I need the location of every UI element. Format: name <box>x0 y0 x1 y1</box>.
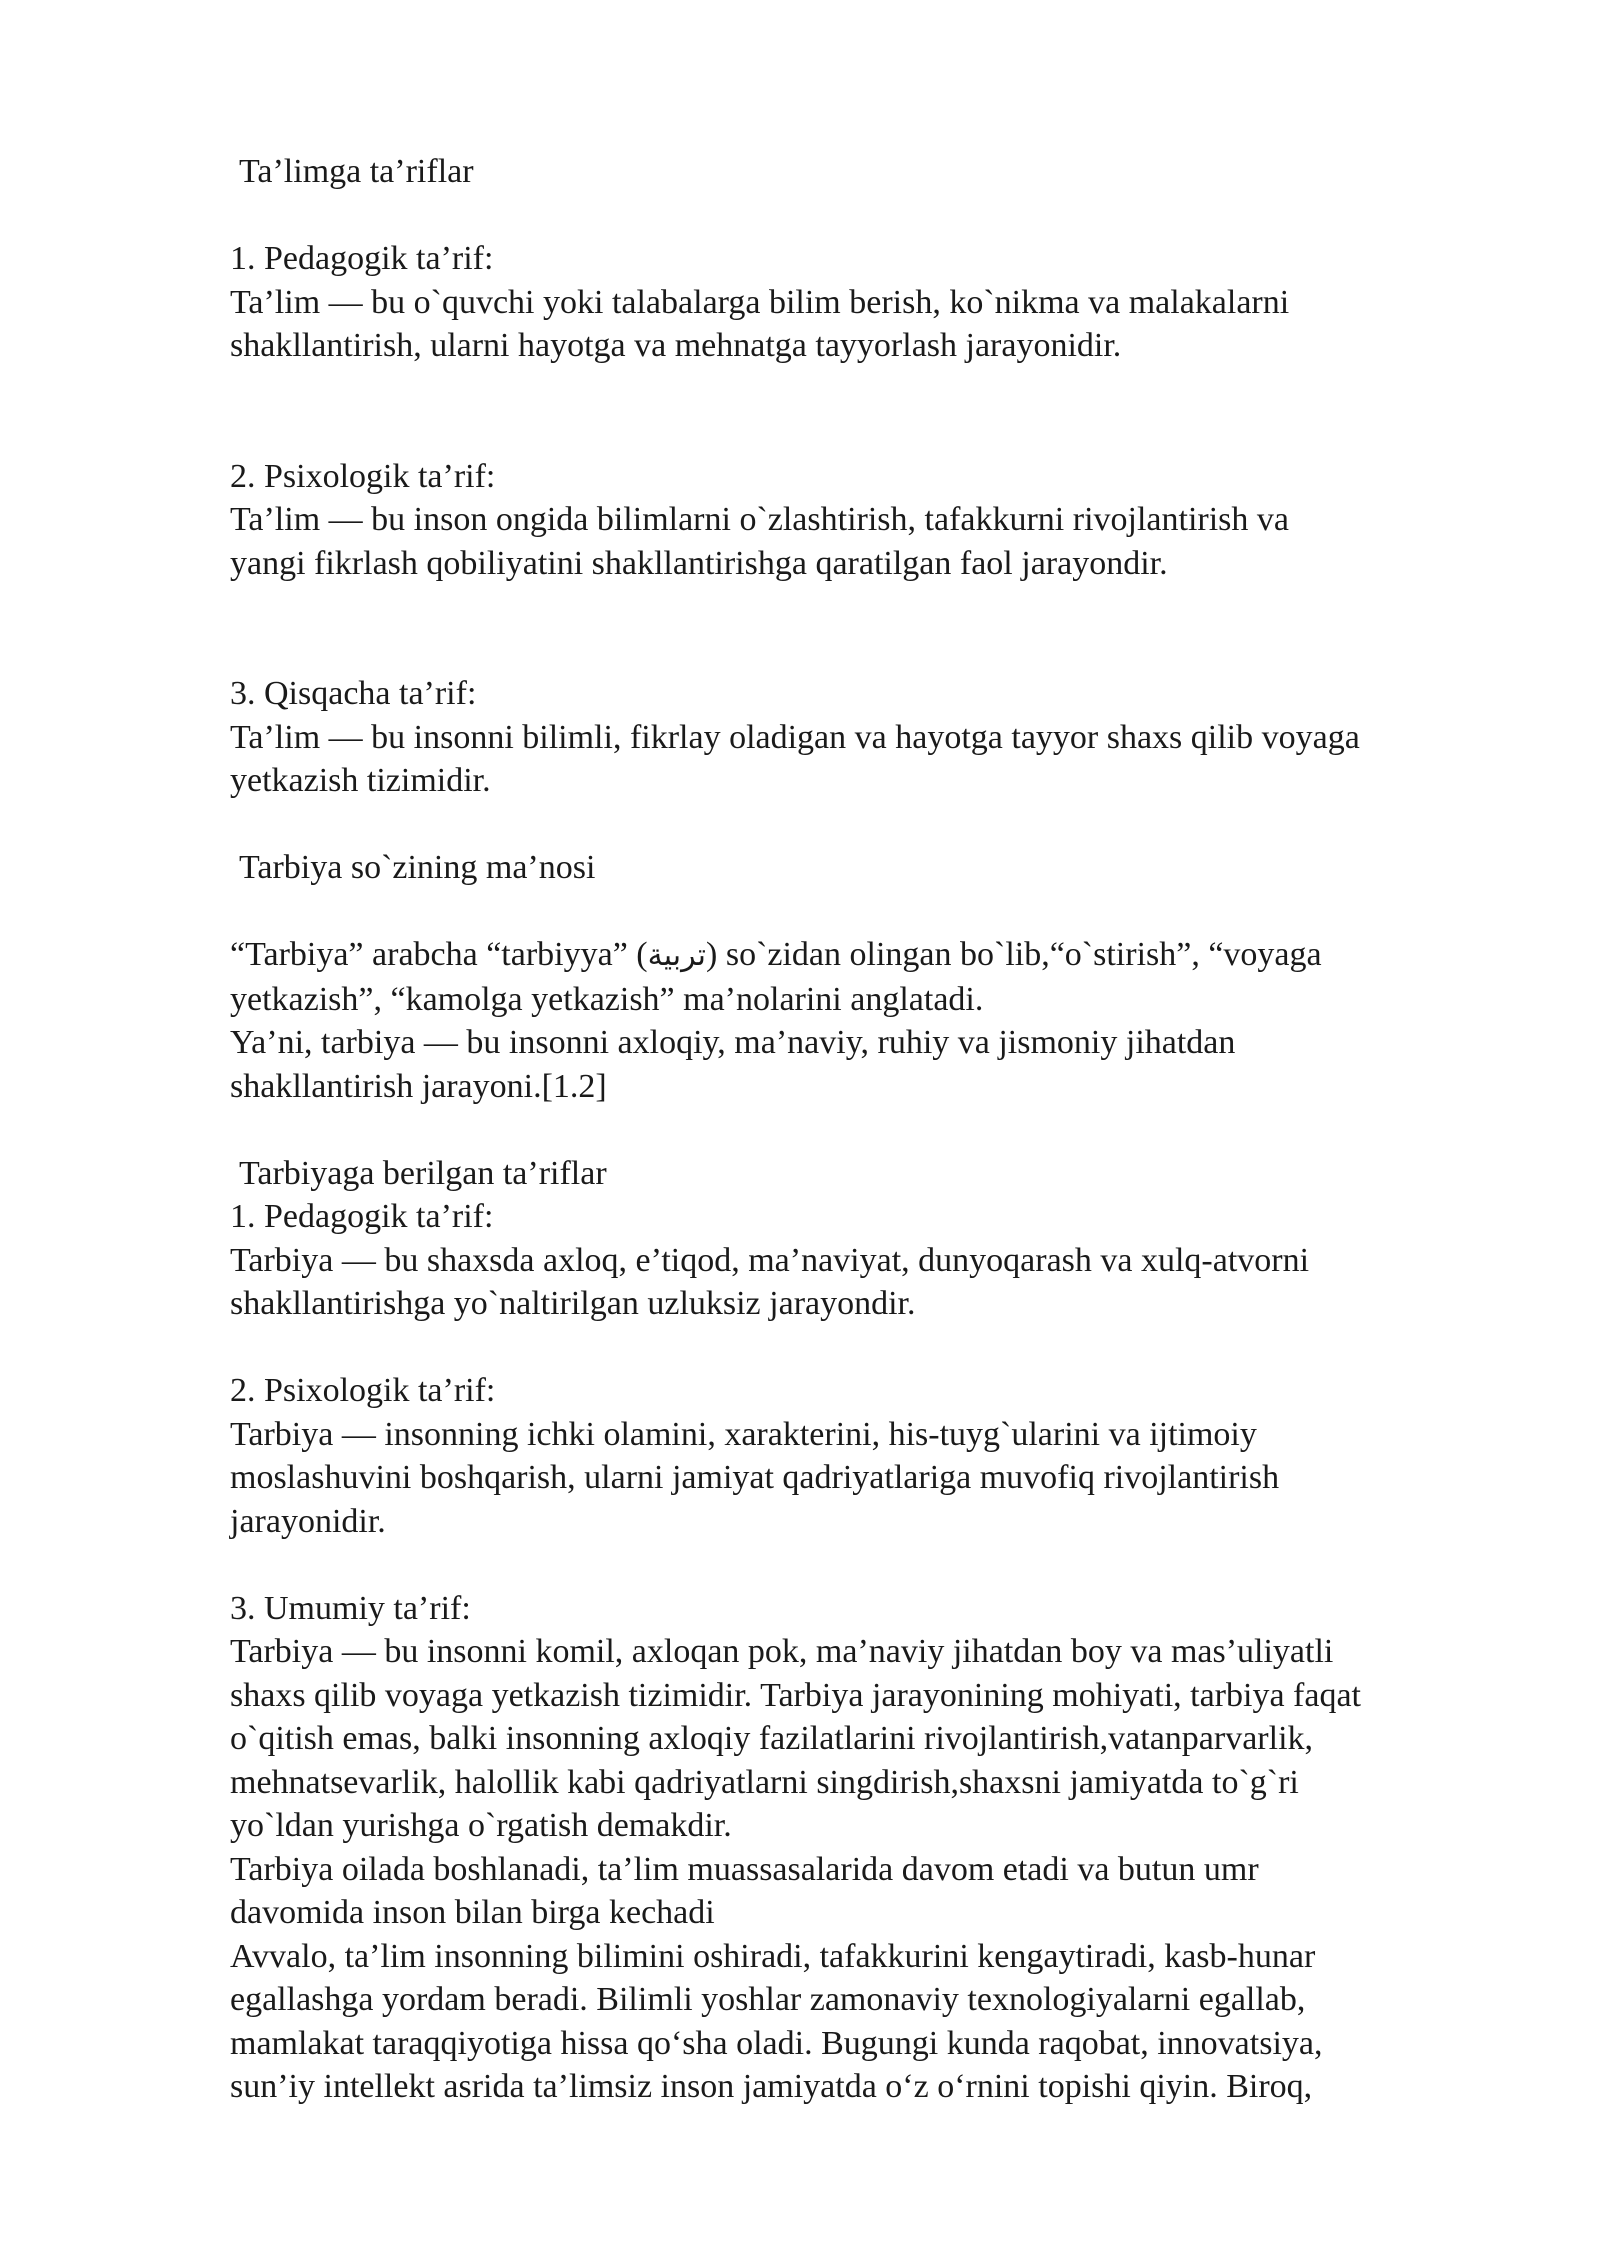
paragraph-line: yangi fikrlash qobiliyatini shakllantirishga qaratilgan faol jarayondir. <box>230 544 1168 582</box>
paragraph-line: shakllantirish, ularni hayotga va mehnatga tayyorlash jarayonidir. <box>230 327 1122 364</box>
definition-title: 3. Qisqacha ta’rif: <box>230 675 477 712</box>
definition-title: 3. Umumiy ta’rif: <box>230 1589 471 1627</box>
text-run: “Tarbiya” arabcha “tarbiyya” ( <box>230 936 648 973</box>
paragraph-line: Avvalo, ta’lim insonning bilimini oshiradi, tafakkurini kengaytiradi, kasb-hunar <box>230 1937 1316 1975</box>
paragraph-line: yetkazish tizimidir. <box>230 762 491 799</box>
paragraph-line: Tarbiya — bu insonni komil, axloqan pok, ma’naviy jihatdan boy va mas’uliyatli <box>230 1633 1334 1670</box>
paragraph-line: yetkazish”, “kamolga yetkazish” ma’nolarini anglatadi. <box>230 980 984 1018</box>
section-heading-talim: Ta’limga ta’riflar <box>239 153 474 190</box>
spacer <box>230 1326 1530 1370</box>
paragraph-line: Ta’lim — bu o`quvchi yoki talabalarga bilim berish, ko`nikma va malakalarni <box>230 283 1290 321</box>
definition-title: 1. Pedagogik ta’rif: <box>230 1198 494 1235</box>
tarbiya-definition-psychological <box>230 1369 1530 1543</box>
spacer <box>230 803 1530 847</box>
spacer <box>230 1543 1530 1587</box>
document-page <box>230 150 1530 2109</box>
talim-definition-psychological <box>230 455 1530 586</box>
tarbiya-definition-general <box>230 1587 1530 2109</box>
paragraph-line: Tarbiya — insonning ichki olamini, xarakterini, his-tuyg`ularini va ijtimoiy <box>230 1415 1257 1453</box>
paragraph-line: davomida inson bilan birga kechadi <box>230 1894 715 1931</box>
spacer <box>230 194 1530 238</box>
paragraph-line: Ta’lim — bu insonni bilimli, fikrlay oladigan va hayotga tayyor shaxs qilib voyaga <box>230 718 1360 756</box>
paragraph-line: yo`ldan yurishga o`rgatish demakdir. <box>230 1807 732 1844</box>
paragraph-line: mehnatsevarlik, halollik kabi qadriyatlarni singdirish,shaxsni jamiyatda to`g`ri <box>230 1763 1299 1801</box>
spacer <box>230 890 1530 934</box>
paragraph-line: shakllantirish jarayoni.[1.2] <box>230 1067 607 1105</box>
tarbiya-meaning-paragraph <box>230 933 1530 1108</box>
definition-title: 2. Psixologik ta’rif: <box>230 457 496 495</box>
text-run: ) so`zidan olingan bo`lib,“o`stirish”, “voyaga <box>706 936 1322 973</box>
arabic-word: تربية <box>647 938 707 973</box>
paragraph-line: egallashga yordam beradi. Bilimli yoshlar zamonaviy texnologiyalarni egallab, <box>230 1981 1306 2018</box>
spacer <box>230 585 1530 672</box>
paragraph-line: shakllantirishga yo`naltirilgan uzluksiz jarayondir. <box>230 1285 916 1322</box>
paragraph-line: shaxs qilib voyaga yetkazish tizimidir. Tarbiya jarayonining mohiyati, tarbiya faqat <box>230 1676 1361 1714</box>
paragraph-line: Ta’lim — bu inson ongida bilimlarni o`zlashtirish, tafakkurni rivojlantirish va <box>230 501 1289 538</box>
paragraph-line: Tarbiya — bu shaxsda axloq, e’tiqod, ma’naviyat, dunyoqarash va xulq-atvorni <box>230 1241 1310 1279</box>
section-heading-tarbiya-meaning: Tarbiya so`zining ma’nosi <box>239 849 596 886</box>
paragraph-line: Tarbiya oilada boshlanadi, ta’lim muassasalarida davom etadi va butun umr <box>230 1850 1259 1888</box>
spacer <box>230 1108 1530 1152</box>
paragraph-line: mamlakat taraqqiyotiga hissa qo‘sha oladi. Bugungi kunda raqobat, innovatsiya, <box>230 2024 1323 2062</box>
talim-definition-short <box>230 672 1530 803</box>
paragraph-line: o`qitish emas, balki insonning axloqiy fazilatlarini rivojlantirish,vatanparvarlik, <box>230 1720 1314 1757</box>
paragraph-line: Ya’ni, tarbiya — bu insonni axloqiy, ma’naviy, ruhiy va jismoniy jihatdan <box>230 1024 1236 1061</box>
paragraph-line <box>230 933 1530 978</box>
paragraph-line: jarayonidir. <box>230 1502 386 1540</box>
spacer <box>230 368 1530 455</box>
section-heading-tarbiya-definitions: Tarbiyaga berilgan ta’riflar <box>239 1154 607 1192</box>
definition-title: 2. Psixologik ta’rif: <box>230 1372 496 1409</box>
talim-definition-pedagogical <box>230 237 1530 368</box>
paragraph-line: sun’iy intellekt asrida ta’limsiz inson jamiyatda o‘z o‘rnini topishi qiyin. Biroq, <box>230 2068 1313 2105</box>
tarbiya-definition-pedagogical <box>230 1195 1530 1326</box>
paragraph-line: moslashuvini boshqarish, ularni jamiyat qadriyatlariga muvofiq rivojlantirish <box>230 1459 1280 1496</box>
definition-title: 1. Pedagogik ta’rif: <box>230 240 494 277</box>
